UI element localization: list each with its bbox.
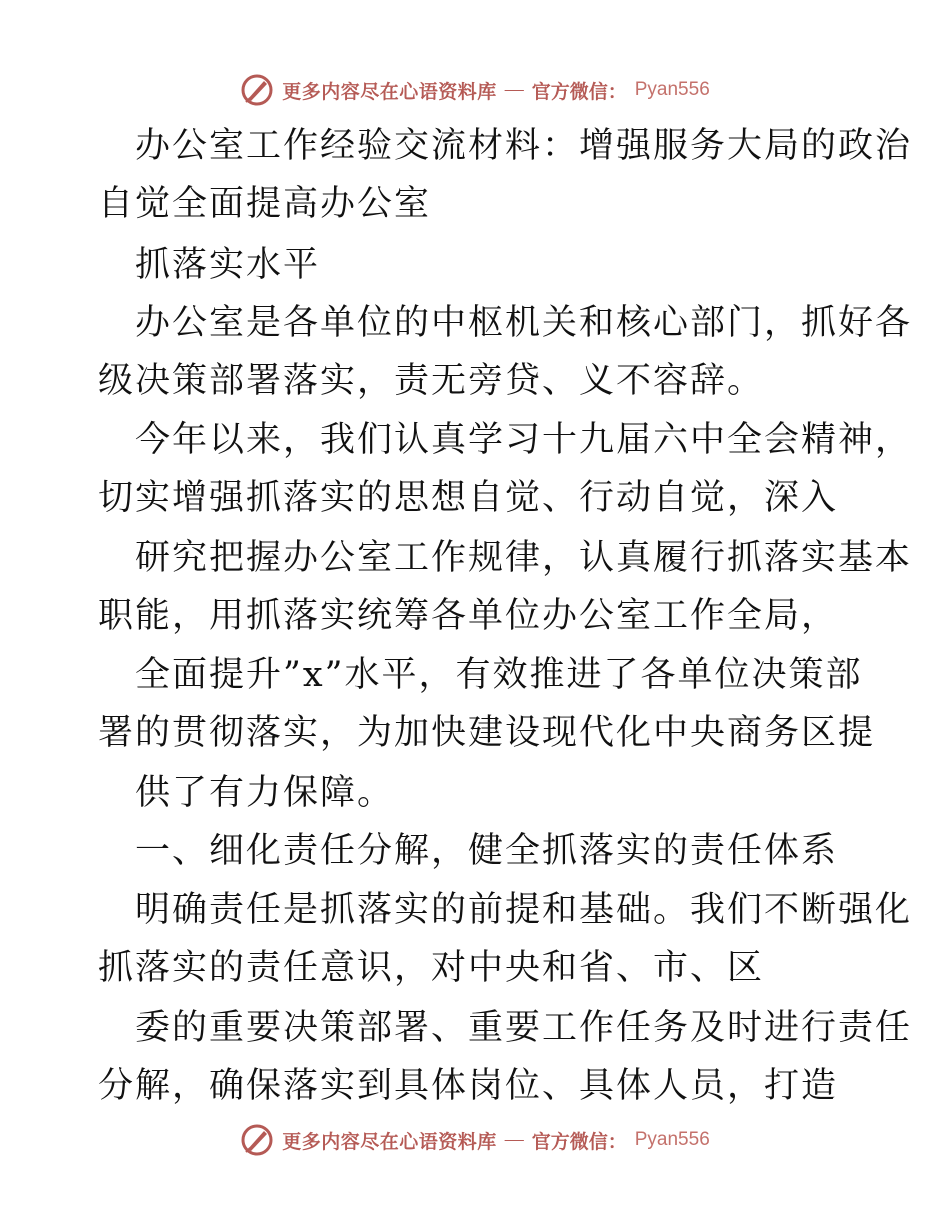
watermark-wechat-label: 官方微信： bbox=[531, 1131, 627, 1153]
text-line: 级决策部署落实，责无旁贷、义不容辞。 bbox=[98, 361, 765, 401]
text-line: 供了有力保障。 bbox=[135, 773, 395, 813]
text-line: 办公室工作经验交流材料：增强服务大局的政治 bbox=[135, 126, 913, 166]
text-line: 研究把握办公室工作规律，认真履行抓落实基本 bbox=[135, 538, 913, 578]
watermark-dash: — bbox=[504, 1129, 524, 1150]
text-line: 明确责任是抓落实的前提和基础。我们不断强化 bbox=[135, 890, 913, 930]
text-line: 自觉全面提高办公室 bbox=[98, 184, 432, 224]
text-line: 署的贯彻落实，为加快建设现代化中央商务区提 bbox=[98, 713, 876, 753]
text-line: 委的重要决策部署、重要工作任务及时进行责任 bbox=[135, 1008, 913, 1048]
footer-watermark bbox=[0, 1120, 950, 1160]
section-heading: 一、细化责任分解，健全抓落实的责任体系 bbox=[135, 831, 839, 871]
watermark-wechat-id: Pyan556 bbox=[634, 79, 710, 100]
text-line: 切实增强抓落实的思想自觉、行动自觉，深入 bbox=[98, 478, 839, 518]
text-line: 分解，确保落实到具体岗位、具体人员，打造 bbox=[98, 1066, 839, 1106]
text-line: 办公室是各单位的中枢机关和核心部门，抓好各 bbox=[135, 303, 913, 343]
watermark-text: 更多内容尽在心语资料库 bbox=[282, 1131, 497, 1153]
text-line: 今年以来，我们认真学习十九届六中全会精神， bbox=[135, 420, 913, 460]
text-line: 抓落实水平 bbox=[135, 245, 321, 285]
quill-pen-logo-icon bbox=[240, 1123, 274, 1157]
text-line: 职能，用抓落实统筹各单位办公室工作全局， bbox=[98, 596, 839, 636]
watermark-wechat-id: Pyan556 bbox=[634, 1129, 710, 1150]
text-line: 抓落实的责任意识，对中央和省、市、区 bbox=[98, 948, 765, 988]
watermark-wechat-label: 官方微信： bbox=[531, 81, 627, 103]
watermark-text: 更多内容尽在心语资料库 bbox=[282, 81, 497, 103]
text-line: 全面提升”x”水平，有效推进了各单位决策部 bbox=[135, 655, 863, 695]
watermark-dash: — bbox=[504, 79, 524, 100]
